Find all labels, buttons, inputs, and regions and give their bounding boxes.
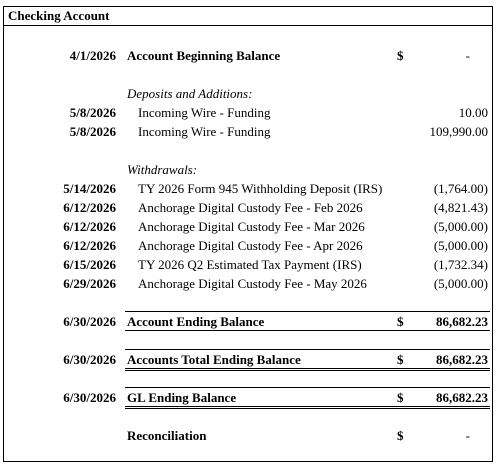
row-amount: 86,682.23 xyxy=(436,352,488,367)
withdrawal-row xyxy=(4,179,492,198)
deposit-row xyxy=(4,122,492,141)
section-label: Withdrawals: xyxy=(127,162,198,177)
row-label: Account Ending Balance xyxy=(127,314,265,329)
row-amount: 10.00 xyxy=(458,105,488,120)
row-date: 5/8/2026 xyxy=(69,124,116,139)
row-date: 6/15/2026 xyxy=(63,257,116,272)
row-amount: (1,732.34) xyxy=(433,257,488,272)
withdrawals-header xyxy=(4,160,492,179)
row-amount: - xyxy=(465,48,470,63)
row-label: Account Beginning Balance xyxy=(127,48,281,63)
row-label: GL Ending Balance xyxy=(127,390,237,405)
row-date: 4/1/2026 xyxy=(69,48,116,63)
withdrawal-row xyxy=(4,198,492,217)
sheet-title: Checking Account xyxy=(4,7,492,26)
gl-ending-balance-row xyxy=(4,388,492,407)
accounts-total-row xyxy=(4,350,492,369)
account-ending-balance-row xyxy=(4,312,492,331)
dollar-sign: $ xyxy=(397,428,404,443)
deposits-header xyxy=(4,84,492,103)
row-amount: - xyxy=(465,428,470,443)
double-rule xyxy=(125,406,490,409)
dollar-sign: $ xyxy=(397,48,404,63)
dollar-sign: $ xyxy=(397,390,404,405)
row-label: Reconciliation xyxy=(127,428,207,443)
row-date: 6/12/2026 xyxy=(63,200,116,215)
withdrawal-row xyxy=(4,217,492,236)
row-date: 6/29/2026 xyxy=(63,276,116,291)
row-amount: 86,682.23 xyxy=(436,314,488,329)
row-amount: (1,764.00) xyxy=(433,181,488,196)
total-rule xyxy=(125,330,490,331)
row-date: 5/14/2026 xyxy=(63,181,116,196)
withdrawal-row xyxy=(4,255,492,274)
withdrawal-row xyxy=(4,274,492,293)
dollar-sign: $ xyxy=(397,352,404,367)
row-amount: (5,000.00) xyxy=(433,219,488,234)
row-amount: (5,000.00) xyxy=(433,238,488,253)
row-label: Anchorage Digital Custody Fee - May 2026 xyxy=(138,276,367,291)
row-date: 5/8/2026 xyxy=(69,105,116,120)
row-date: 6/30/2026 xyxy=(63,314,116,329)
row-label: Anchorage Digital Custody Fee - Feb 2026 xyxy=(138,200,363,215)
row-amount: 86,682.23 xyxy=(436,390,488,405)
checking-account-sheet xyxy=(3,6,493,462)
row-label: Accounts Total Ending Balance xyxy=(127,352,301,367)
row-label: Incoming Wire - Funding xyxy=(138,105,271,120)
double-rule xyxy=(125,368,490,371)
beginning-balance-row xyxy=(4,46,492,65)
withdrawal-row xyxy=(4,236,492,255)
row-date: 6/12/2026 xyxy=(63,238,116,253)
row-label: Incoming Wire - Funding xyxy=(138,124,271,139)
reconciliation-row xyxy=(4,426,492,445)
row-label: Anchorage Digital Custody Fee - Mar 2026 xyxy=(138,219,365,234)
row-amount: 109,990.00 xyxy=(429,124,488,139)
row-date: 6/30/2026 xyxy=(63,352,116,367)
deposit-row xyxy=(4,103,492,122)
row-amount: (5,000.00) xyxy=(433,276,488,291)
row-amount: (4,821.43) xyxy=(433,200,488,215)
section-label: Deposits and Additions: xyxy=(127,86,253,101)
row-label: Anchorage Digital Custody Fee - Apr 2026 xyxy=(138,238,363,253)
row-label: TY 2026 Q2 Estimated Tax Payment (IRS) xyxy=(138,257,362,272)
row-date: 6/30/2026 xyxy=(63,390,116,405)
row-label: TY 2026 Form 945 Withholding Deposit (IRS) xyxy=(138,181,383,196)
dollar-sign: $ xyxy=(397,314,404,329)
row-date: 6/12/2026 xyxy=(63,219,116,234)
